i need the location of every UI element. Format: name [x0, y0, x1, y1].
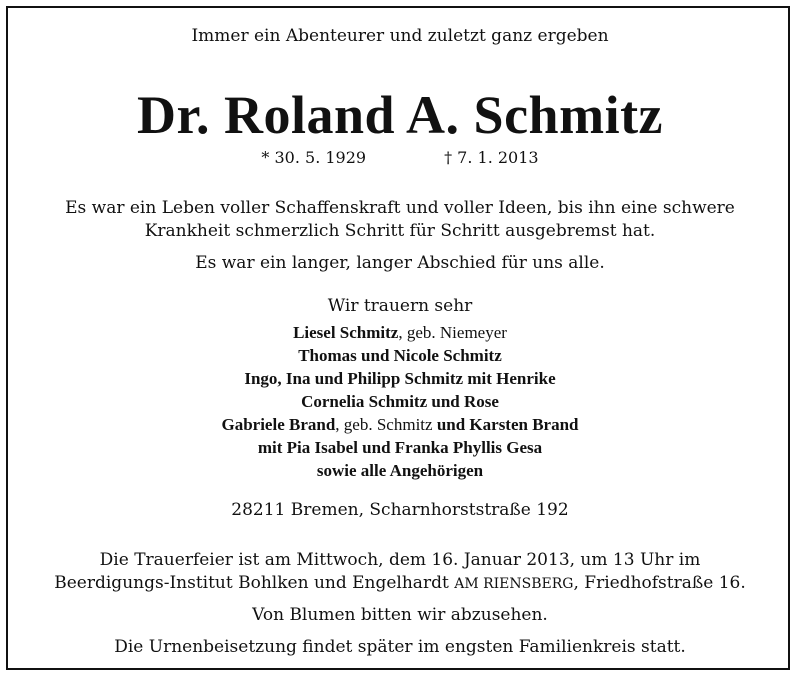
life-dates	[0, 148, 800, 167]
family-maiden-schmitz: , geb. Schmitz	[335, 415, 437, 434]
deceased-name: Dr. Roland A. Schmitz	[136, 85, 664, 145]
ceremony-line-2	[0, 573, 800, 593]
family-line-6: mit Pia Isabel und Franka Phyllis Gesa	[257, 438, 543, 457]
ceremony-line-4: Die Urnenbeisetzung findet später im engsten Familienkreis statt.	[114, 637, 686, 657]
tribute-line-3: Es war ein langer, langer Abschied für uns alle.	[195, 253, 605, 273]
ceremony-institute: Beerdigungs-Institut Bohlken und Engelhardt	[54, 573, 455, 593]
family-name-liesel: Liesel Schmitz	[293, 323, 399, 342]
motto: Immer ein Abenteurer und zuletzt ganz ergeben	[191, 26, 609, 46]
ceremony-line-1: Die Trauerfeier ist am Mittwoch, dem 16. Januar 2013, um 13 Uhr im	[99, 550, 701, 570]
family-name-gabriele: Gabriele Brand	[221, 415, 336, 434]
family-maiden-niemeyer: , geb. Niemeyer	[398, 323, 507, 342]
ceremony-street: , Friedhofstraße 16.	[573, 573, 746, 593]
family-line-2: Thomas und Nicole Schmitz	[298, 346, 502, 365]
family-line-3: Ingo, Ina und Philipp Schmitz mit Henrike	[244, 369, 556, 388]
mourning-intro: Wir trauern sehr	[327, 296, 473, 316]
family-line-1	[0, 323, 800, 343]
family-name-karsten: und Karsten Brand	[436, 415, 579, 434]
tribute-line-1: Es war ein Leben voller Schaffenskraft und voller Ideen, bis ihn eine schwere	[65, 198, 735, 218]
birth-date: * 30. 5. 1929	[261, 148, 367, 167]
family-line-7: sowie alle Angehörigen	[316, 461, 484, 480]
family-line-4: Cornelia Schmitz und Rose	[301, 392, 499, 411]
family-line-5	[0, 415, 800, 435]
ceremony-line-3: Von Blumen bitten wir abzusehen.	[252, 605, 548, 625]
tribute-line-2: Krankheit schmerzlich Schritt für Schritt ausgebremst hat.	[144, 221, 656, 241]
ceremony-location-caps: AM RIENSBERG	[454, 576, 574, 592]
address: 28211 Bremen, Scharnhorststraße 192	[231, 500, 569, 520]
death-date: † 7. 1. 2013	[444, 148, 539, 167]
